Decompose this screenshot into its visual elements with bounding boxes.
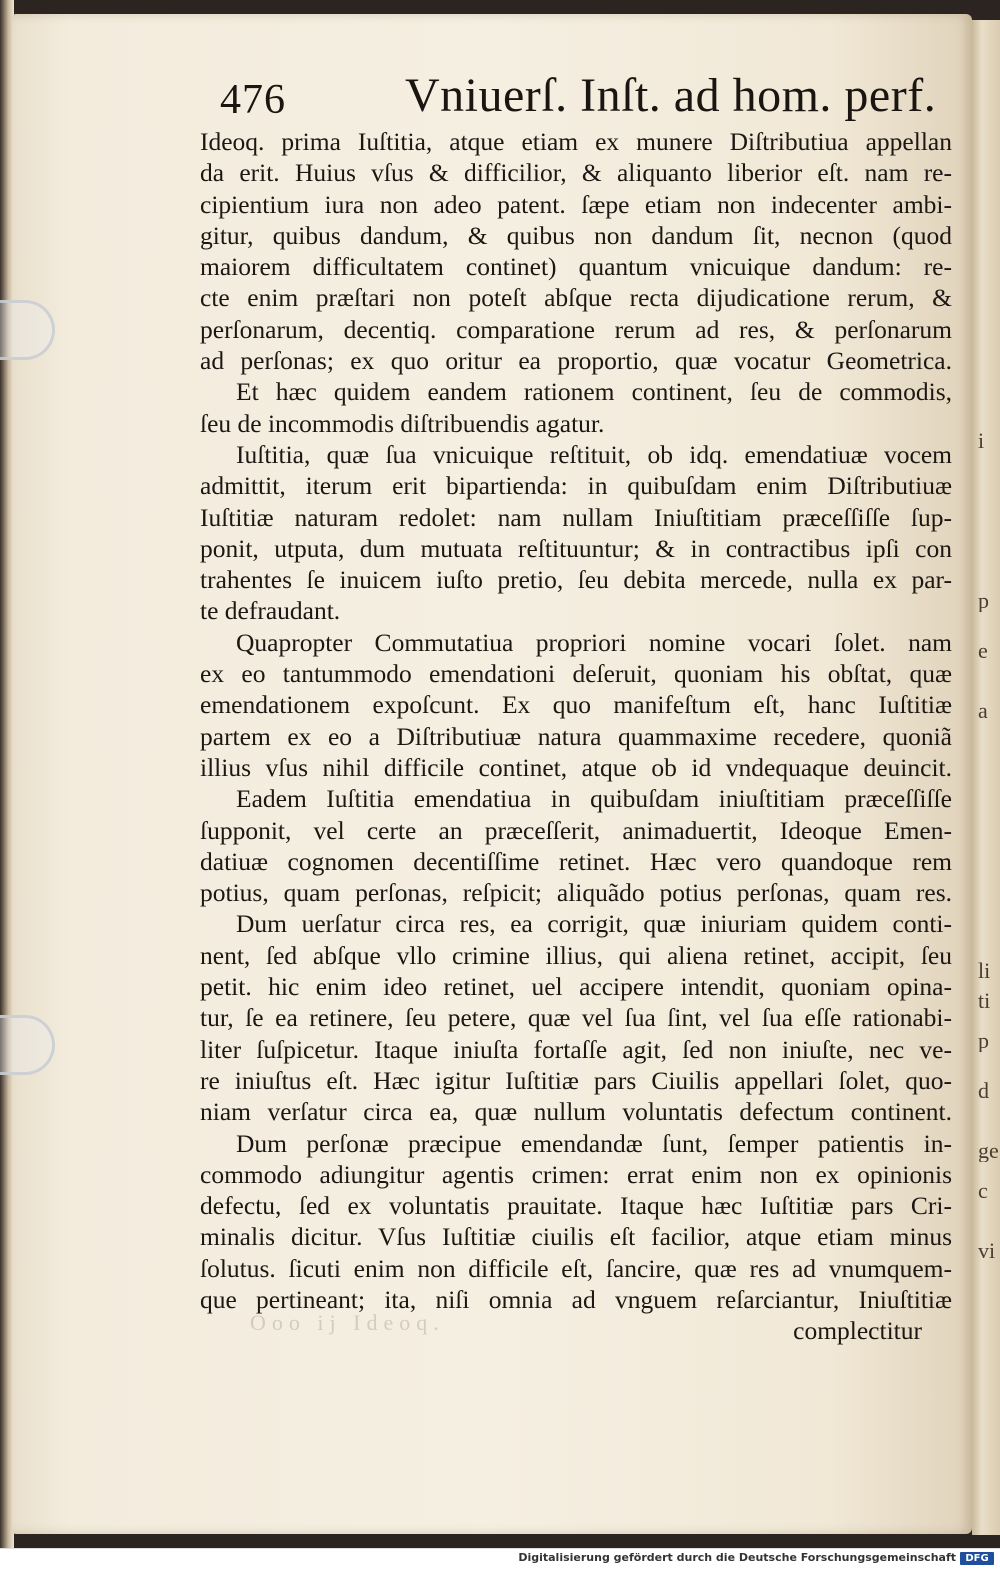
bleed-through-signature: Ooo ij Ideoq. [250,1310,445,1335]
text-line: ſupponit, vel certe an præceſſerit, animaduertit, Ideoque Emen- [200,815,952,845]
text-line: te defraudant. [200,596,341,626]
text-line: nent, ſed abſque vllo crimine illius, qui aliena retinet, accipit, ſeu [200,940,952,970]
text-line: re iniuſtus eſt. Hæc igitur Iuſtitiæ pars Ciuilis appellari ſolet, quo- [200,1065,952,1095]
running-head: Vniuerſ. Inſt. ad hom. perf. [405,69,937,122]
text-line: gitur, quibus dandum, & quibus non dandum ſit, necnon (quod [200,220,952,250]
facing-page-fragment: li [978,960,991,982]
text-line: illius vſus nihil difficile continet, atque ob id vndequaque deuincit. [200,752,952,782]
page-number: 476 [220,77,286,123]
text-line: Iuſtitia, quæ ſua vnicuique reſtituit, ob idq. emendatiuæ vocem [236,439,952,469]
text-line: perſonarum, decentiq. comparatione rerum ad res, & perſonarum [200,314,952,344]
facing-page-fragment: ge [978,1140,999,1162]
facing-page-fragment: i [978,430,985,452]
text-line: ſolutus. ſicuti enim non difficile eſt, ſancire, quæ res ad vnumquem- [200,1253,952,1283]
text-line: da erit. Huius vſus & difficilior, & aliquanto liberior eſt. nam re- [200,158,952,188]
facing-page-fragment: a [978,700,988,722]
text-line: liter ſuſpicetur. Itaque iniuſta fortaſſe agit, ſed non iniuſte, nec ve- [200,1034,952,1064]
text-line: admittit, iterum erit bipartienda: in quibuſdam enim Diſtributiuæ [200,471,952,501]
facing-page-fragment: c [978,1180,988,1202]
text-line: petit. hic enim ideo retinet, uel accipere intendit, quoniam opina- [200,972,952,1002]
text-line: Iuſtitiæ naturam redolet: nam nullam Iniuſtitiam præceſſiſſe ſup- [200,502,952,532]
text-line: maiorem difficultatem continet) quantum vnicuique dandum: re- [200,252,952,282]
text-line: ex eo tantummodo emendationi deſeruit, quoniam his obſtat, quæ [200,659,952,689]
facing-page-fragment: e [978,640,988,662]
digitization-footer [0,1548,1000,1569]
text-line: Ideoq. prima Iuſtitia, atque etiam ex munere Diſtributiua appellan [200,127,952,156]
text-line: cipientium iura non adeo patent. ſæpe etiam non indecenter ambi- [200,189,952,219]
dfg-logo-icon: DFG [960,1552,994,1565]
facing-page-fragment: d [978,1080,989,1102]
facing-page-fragment: p [978,590,989,612]
text-line: ponit, utputa, dum mutuata reſtituuntur; & in contractibus ipſi con [200,533,952,563]
text-line: que pertineant; ita, niſi omnia ad vnguem reſarciantur, Iniuſtitiæ [200,1284,952,1314]
facing-page-edge [972,20,1000,1535]
text-line: emendationem expoſcunt. Ex quo manifeſtum eſt, hanc Iuſtitiæ [200,690,952,720]
text-line: niam verſatur circa ea, quæ nullum voluntatis defectum continent. [200,1097,952,1127]
facing-page-fragment: vi [978,1240,996,1262]
text-line: Et hæc quidem eandem rationem continent, ſeu de commodis, [236,377,952,407]
facing-page-fragment: p [978,1030,989,1052]
text-line: Eadem Iuſtitia emendatiua in quibuſdam iniuſtitiam præceſſiſſe [236,784,952,814]
body-text [200,126,952,1347]
text-line: potius, quam perſonas, reſpicit; aliquãdo potius perſonas, quam res. [200,878,952,908]
catchword: complectitur [793,1316,922,1346]
text-line: datiuæ cognomen decentiſſime retinet. Hæc vero quandoque rem [200,846,952,876]
text-line: ſeu de incommodis diſtribuendis agatur. [200,408,605,438]
text-line: cte enim præſtari non poteſt abſque recta dijudicatione rerum, & [200,283,952,313]
text-line: ad perſonas; ex quo oritur ea proportio, quæ vocatur Geometrica. [200,346,952,376]
text-line: Dum uerſatur circa res, ea corrigit, quæ iniuriam quidem conti- [236,909,952,939]
text-line: Quapropter Commutatiua propriori nomine vocari ſolet. nam [236,627,952,657]
text-line: commodo adiungitur agentis crimen: errat enim non ex opinionis [200,1159,952,1189]
text-line: Dum perſonæ præcipue emendandæ ſunt, ſemper patientis in- [236,1128,952,1158]
text-line: defectu, ſed ex voluntatis prauitate. Itaque hæc Iuſtitiæ pars Cri- [200,1191,952,1221]
text-line: tur, ſe ea retinere, ſeu petere, quæ vel ſua ſint, vel ſua eſſe rationabi- [200,1003,952,1033]
facing-page-fragment: ti [978,990,991,1012]
text-line: trahentes ſe inuicem iuſto pretio, ſeu debita mercede, nulla ex par- [200,565,952,595]
text-line: minalis dicitur. Vſus Iuſtitiæ ciuilis eſt facilior, atque etiam minus [200,1222,952,1252]
footer-credit: Digitalisierung gefördert durch die Deutsche Forschungsgemeinschaft [518,1551,956,1564]
text-line: partem ex eo a Diſtributiuæ natura quammaxime recedere, quoniã [200,721,952,751]
